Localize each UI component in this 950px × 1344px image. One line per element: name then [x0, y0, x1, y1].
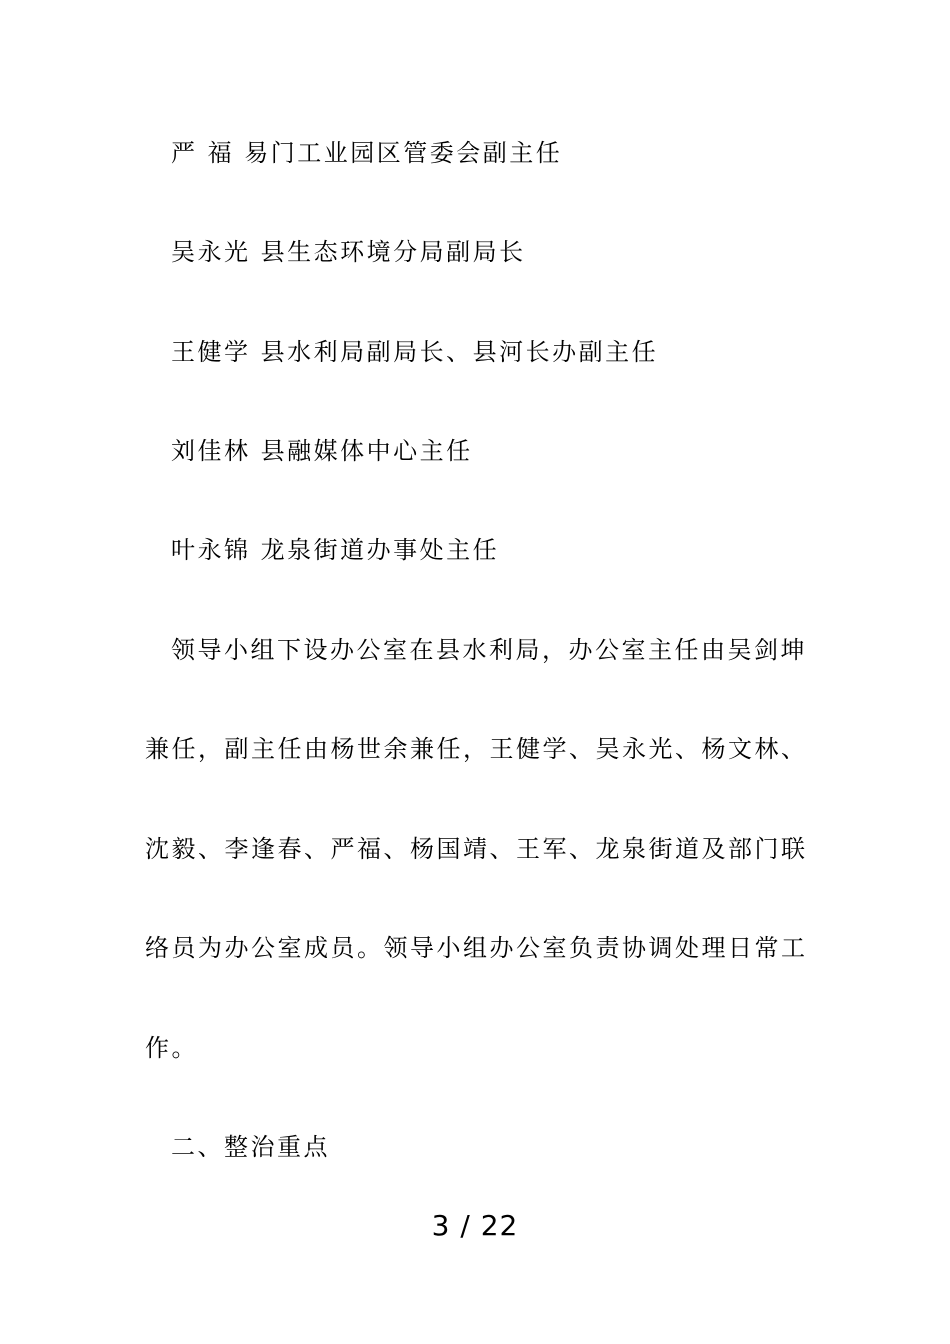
member-line-wang-jianxue: 王健学 县水利局副局长、县河长办副主任 [171, 338, 659, 366]
paragraph-line-4: 络员为办公室成员。领导小组办公室负责协调处理日常工 [145, 934, 808, 962]
member-line-wu-yongguang: 吴永光 县生态环境分局副局长 [171, 238, 526, 266]
paragraph-line-5: 作。 [145, 1034, 198, 1062]
section-heading: 二、整治重点 [171, 1133, 330, 1161]
paragraph-line-1: 领导小组下设办公室在县水利局，办公室主任由吴剑坤 [171, 636, 807, 664]
member-line-ye-yongjin: 叶永锦 龙泉街道办事处主任 [171, 536, 500, 564]
member-line-yan-fu: 严 福 易门工业园区管委会副主任 [171, 139, 563, 167]
paragraph-line-3: 沈毅、李逢春、严福、杨国靖、王军、龙泉街道及部门联 [145, 835, 808, 863]
member-line-liu-jialin: 刘佳林 县融媒体中心主任 [171, 437, 473, 465]
page-number: 3 / 22 [431, 1209, 519, 1242]
paragraph-line-2: 兼任，副主任由杨世余兼任，王健学、吴永光、杨文林、 [145, 735, 808, 763]
